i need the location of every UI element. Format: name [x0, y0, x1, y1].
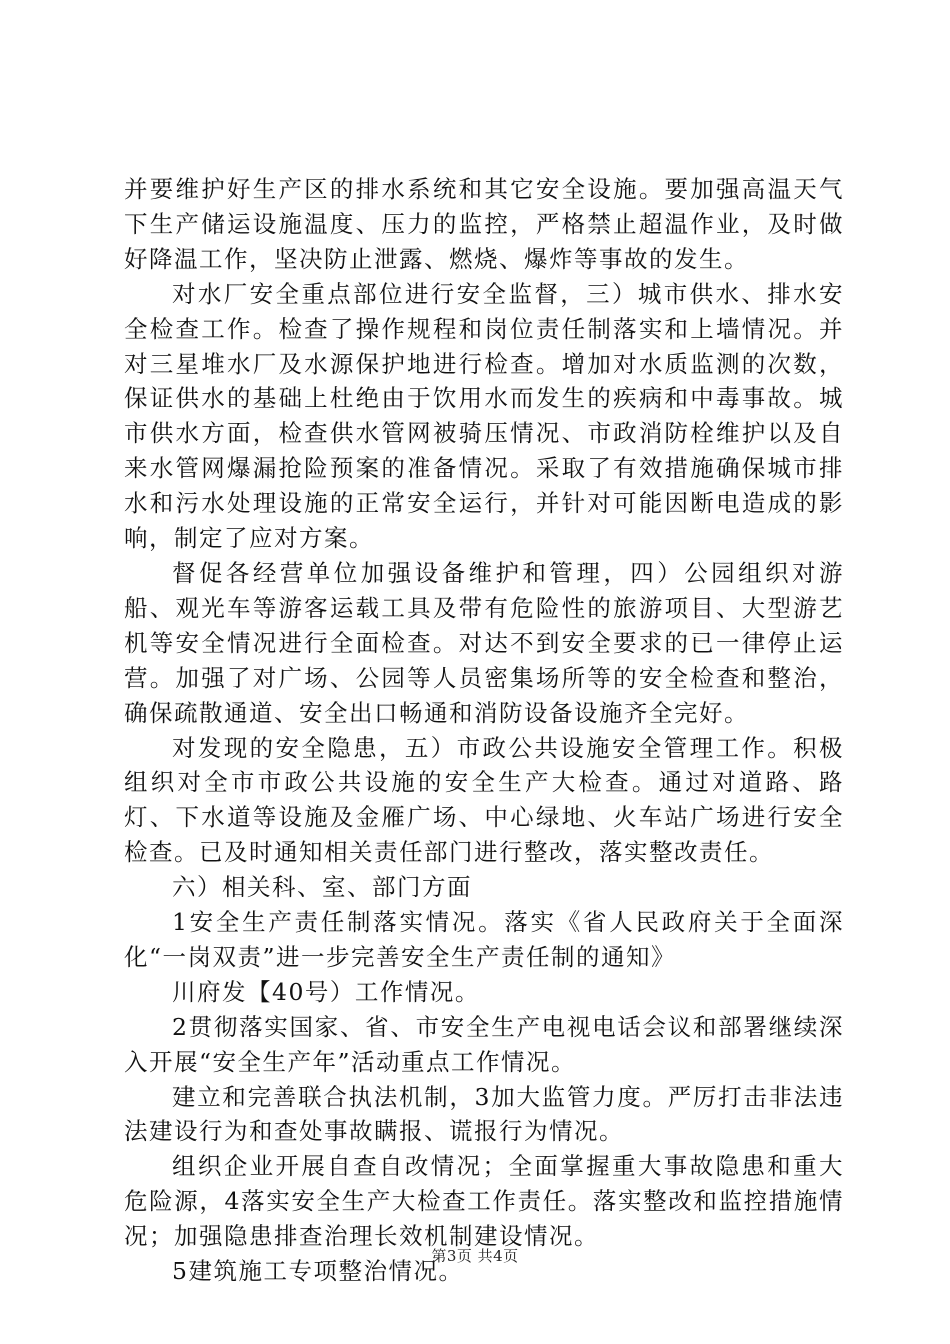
paragraph-item-2: 2贯彻落实国家、省、市安全生产电视电话会议和部署继续深入开展“安全生产年”活动重点工作情况。 — [124, 1012, 844, 1076]
paragraph-water-supply: 对水厂安全重点部位进行安全监督，三）城市供水、排水安全检查工作。检查了操作规程和岗位责任制落实和上墙情况。并对三星堆水厂及水源保护地进行检查。增加对水质监测的次数，保证供水的基础上杜绝由于饮用水而发生的疾病和中毒事故。城市供水方面，检查供水管网被骑压情况、市政消防栓维护以及自来水管网爆漏抢险预案的准备情况。采取了有效措施确保城市排水和污水处理设施的正常安全运行，并针对可能因断电造成的影响，制定了应对方案。 — [124, 279, 844, 553]
paragraph-section-heading: 六）相关科、室、部门方面 — [172, 873, 472, 902]
paragraph-item-1-reference: 川府发【40号）工作情况。 — [172, 977, 480, 1006]
page-number-footer: 第3页 共4页 — [431, 1247, 519, 1265]
paragraph-item-5: 5建筑施工专项整治情况。 — [172, 1257, 464, 1286]
paragraph-parks: 督促各经营单位加强设备维护和管理，四）公园组织对游船、观光车等游客运载工具及带有危险性的旅游项目、大型游艺机等安全情况进行全面检查。对达不到安全要求的已一律停止运营。加强了对广场、公园等人员密集场所等的安全检查和整治，确保疏散通道、安全出口畅通和消防设备设施齐全完好。 — [124, 558, 844, 727]
paragraph-item-3: 建立和完善联合执法机制，3加大监管力度。严厉打击非法违法建设行为和查处事故瞒报、谎报行为情况。 — [124, 1082, 844, 1146]
paragraph-public-facilities: 对发现的安全隐患，五）市政公共设施安全管理工作。积极组织对全市市政公共设施的安全生产大检查。通过对道路、路灯、下水道等设施及金雁广场、中心绿地、火车站广场进行安全检查。已及时通知相关责任部门进行整改，落实整改责任。 — [124, 733, 844, 867]
paragraph-continuation: 并要维护好生产区的排水系统和其它安全设施。要加强高温天气下生产储运设施温度、压力的监控，严格禁止超温作业，及时做好降温工作，坚决防止泄露、燃烧、爆炸等事故的发生。 — [124, 175, 844, 273]
paragraph-item-4: 组织企业开展自查自改情况；全面掌握重大事故隐患和重大危险源，4落实安全生产大检查工作责任。落实整改和监控措施情况；加强隐患排查治理长效机制建设情况。 — [124, 1152, 844, 1251]
document-body — [124, 172, 844, 1289]
paragraph-item-1: 1安全生产责任制落实情况。落实《省人民政府关于全面深化“一岗双责”进一步完善安全生产责任制的通知》 — [124, 908, 844, 971]
